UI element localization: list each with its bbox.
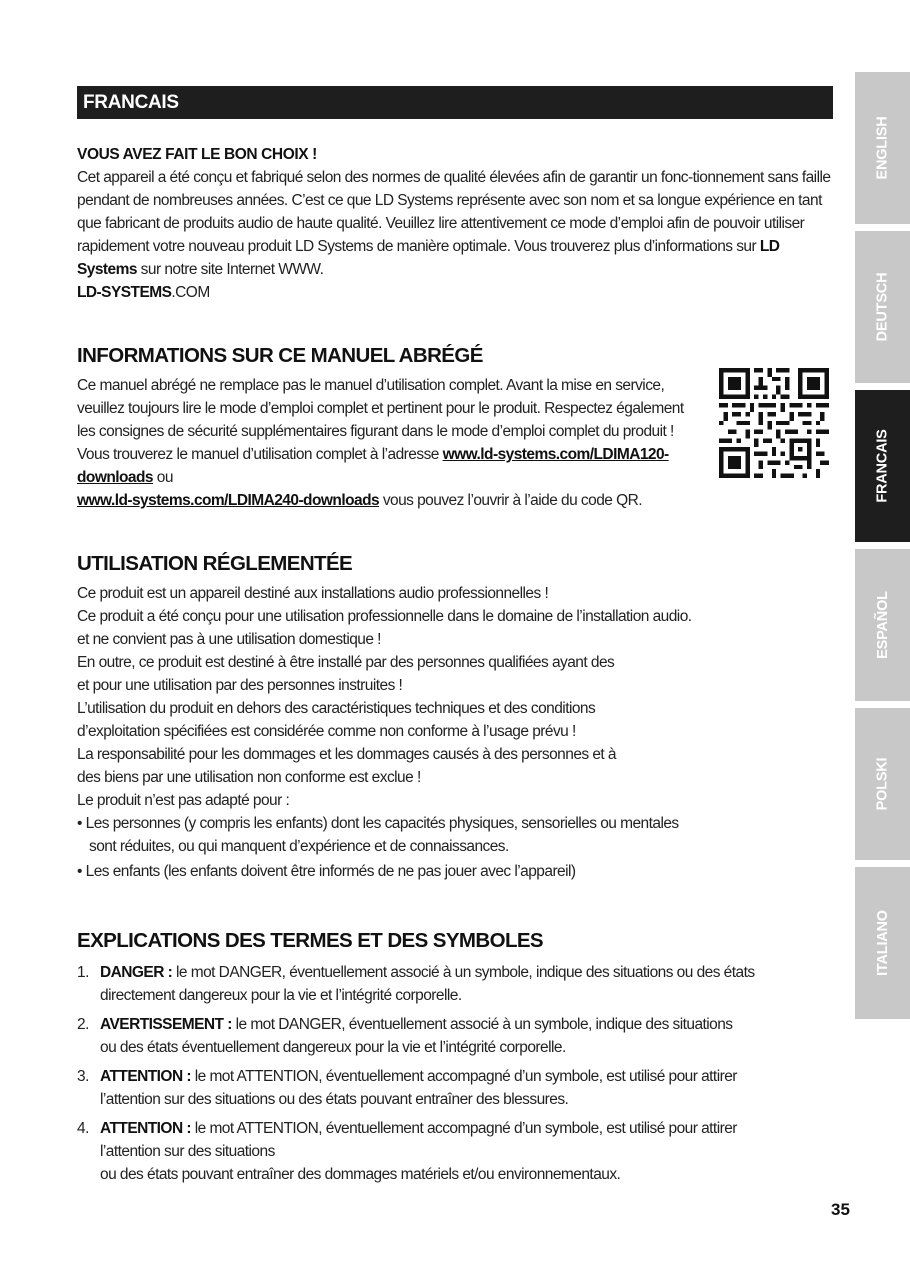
tab-deutsch[interactable]: DEUTSCH — [855, 231, 910, 383]
symbol-item: 4. ATTENTION : le mot ATTENTION, éventuellement accompagné d’un symbole, est utilisé pour attirer l’attention sur des situations ou des états pouvant entraîner des dommages matériels et/ou environnementaux. — [77, 1120, 737, 1183]
usage-line: Ce produit a été conçu pour une utilisation professionnelle dans le domaine de l’installation audio. — [77, 608, 692, 625]
manual-info-text-2: www.ld-systems.com/LDIMA240-downloads vous pouvez l’ouvrir à l’aide du code QR. — [77, 492, 643, 509]
symbols-heading: EXPLICATIONS DES TERMES ET DES SYMBOLES — [77, 929, 544, 952]
symbol-item: 3. ATTENTION : le mot ATTENTION, éventuellement accompagné d’un symbole, est utilisé pour attirer l’attention sur des situations ou des états pouvant entraîner des blessures. — [77, 1068, 737, 1108]
site-bold: LD-SYSTEMS — [77, 284, 172, 301]
usage-line: et ne convient pas à une utilisation domestique ! — [77, 631, 381, 648]
usage-bullet: • Les personnes (y compris les enfants) dont les capacités physiques, sensorielles ou mentales sont réduites, ou qui manquent d’expérience et de connaissances. — [77, 815, 679, 855]
usage-heading: UTILISATION RÉGLEMENTÉE — [77, 552, 353, 575]
symbols-section — [77, 928, 837, 1192]
usage-line: Le produit n’est pas adapté pour : — [77, 792, 290, 809]
manual-info-text: Ce manuel abrégé ne remplace pas le manuel d’utilisation complet. Avant la mise en service, veuillez toujours lire le mode d’emploi complet et pertinent pour le produit. Respectez également les consignes de sécurité supplémentaires figurant dans le mode d’emploi complet du produit ! Vous trouverez le manuel d’utilisation complet à l’adresse www.ld-systems.com/LDIMA120-downloads ou — [77, 377, 684, 486]
usage-line: des biens par une utilisation non conforme est exclue ! — [77, 769, 421, 786]
tab-polski[interactable]: POLSKI — [855, 708, 910, 860]
tab-italiano[interactable]: ITALIANO — [855, 867, 910, 1019]
intro-title: VOUS AVEZ FAIT LE BON CHOIX ! — [77, 146, 317, 163]
download-link-ldima120[interactable]: www.ld-systems.com/LDIMA120-downloads — [77, 446, 669, 486]
brand-name: LD Systems — [77, 238, 780, 278]
tab-english[interactable]: ENGLISH — [855, 72, 910, 224]
symbols-list — [77, 961, 837, 1186]
tab-francais[interactable]: FRANCAIS — [855, 390, 910, 542]
usage-line: L’utilisation du produit en dehors des caractéristiques techniques et des conditions — [77, 700, 596, 717]
symbol-item: 2. AVERTISSEMENT : le mot DANGER, éventuellement associé à un symbole, indique des situations ou des états éventuellement dangereux pour la vie et l’intégrité corporelle. — [77, 1016, 733, 1056]
usage-line: d’exploitation spécifiées est considérée comme non conforme à l’usage prévu ! — [77, 723, 576, 740]
intro-section — [77, 143, 837, 304]
symbol-item: 1. DANGER : le mot DANGER, éventuellement associé à un symbole, indique des situations ou des états directement dangereux pour la vie et l’intégrité corporelle. — [77, 964, 755, 1004]
page-number: 35 — [831, 1200, 850, 1219]
usage-line: et pour une utilisation par des personnes instruites ! — [77, 677, 403, 694]
usage-section — [77, 551, 837, 883]
qr-code-icon[interactable] — [719, 368, 829, 478]
tab-espanol[interactable]: ESPAÑOL — [855, 549, 910, 701]
manual-info-heading: INFORMATIONS SUR CE MANUEL ABRÉGÉ — [77, 344, 483, 367]
usage-lines — [77, 582, 837, 883]
language-header: FRANCAIS — [77, 86, 833, 119]
download-link-ldima240[interactable]: www.ld-systems.com/LDIMA240-downloads — [77, 492, 380, 509]
usage-bullet: • Les enfants (les enfants doivent être informés de ne pas jouer avec l’appareil) — [77, 863, 576, 880]
usage-line: La responsabilité pour les dommages et les dommages causés à des personnes et à — [77, 746, 616, 763]
intro-text: Cet appareil a été conçu et fabriqué selon des normes de qualité élevées afin de garantir un fonc-tionnement sans faille pendant de nombreuses années. C’est ce que LD Systems représente avec son nom et sa longue expérience en tant que fabricant de produits audio de haute qualité. Veuillez lire attentivement ce mode d’emploi afin de pouvoir utiliser rapidement votre nouveau produit LD Systems de manière optimale. Vous trouverez plus d’informations sur LD Systems sur notre site Internet WWW. LD-SYSTEMS.COM — [77, 169, 831, 301]
usage-line: En outre, ce produit est destiné à être installé par des personnes qualifiées ayant des — [77, 654, 615, 671]
usage-line: Ce produit est un appareil destiné aux installations audio professionnelles ! — [77, 585, 549, 602]
